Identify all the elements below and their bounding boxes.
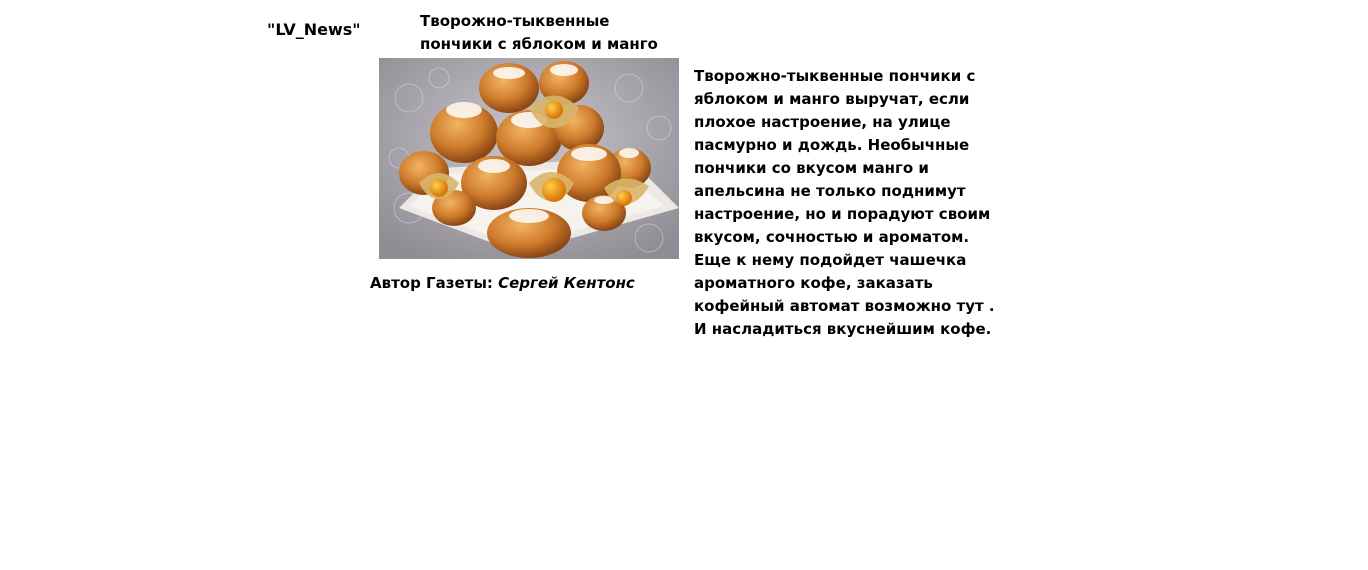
- article-author: [370, 272, 635, 294]
- site-brand: "LV_News": [267, 20, 361, 39]
- article-title: Творожно-тыквенные пончики с яблоком и манго: [420, 12, 658, 53]
- author-name: Сергей Кентонс: [498, 274, 635, 292]
- article-body: Творожно-тыквенные пончики с яблоком и манго выручат, если плохое настроение, на улице пасмурно и дождь. Необычные пончики со вкусом манго и апельсина не только поднимут настроение, но и порадуют своим вкусом, сочностью и ароматом. Еще к нему подойдет чашечка ароматного кофе, заказать кофейный автомат возможно тут . И насладиться вкуснейшим кофе.: [694, 67, 995, 338]
- author-label: Автор Газеты:: [370, 274, 499, 292]
- article-photo: [379, 58, 679, 259]
- donuts-photo-illustration: [379, 58, 679, 259]
